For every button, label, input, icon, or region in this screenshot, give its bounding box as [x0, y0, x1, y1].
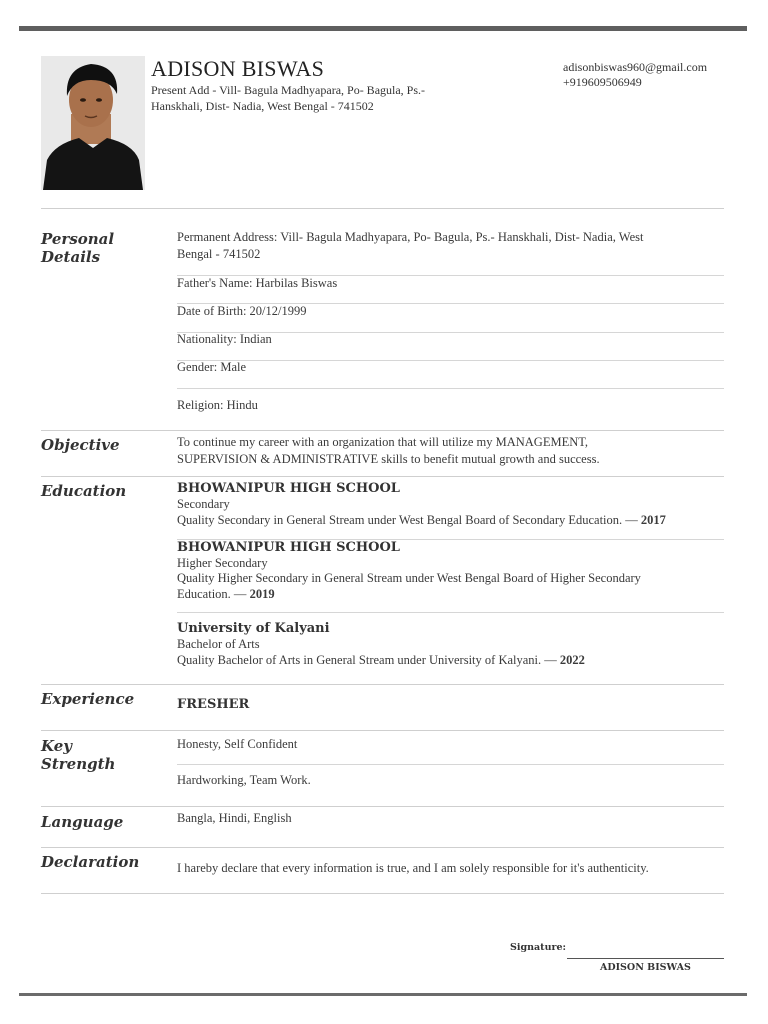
- profile-photo-image: [41, 56, 145, 190]
- candidate-name: ADISON BISWAS: [151, 56, 325, 81]
- sub-divider: [177, 360, 724, 361]
- experience-value: FRESHER: [177, 697, 250, 712]
- education-level: Bachelor of Arts: [177, 637, 260, 651]
- objective-line2: SUPERVISION & ADMINISTRATIVE skills to benefit mutual growth and success.: [177, 452, 600, 466]
- education-desc-text: Education. —: [177, 586, 250, 601]
- education-level: Secondary: [177, 497, 230, 511]
- experience-heading: Experience: [41, 690, 135, 708]
- signature-name: ADISON BISWAS: [600, 962, 691, 973]
- school-name: University of Kalyani: [177, 621, 330, 636]
- declaration-text: I hareby declare that every information is true, and I am solely responsible for it's authenticity.: [177, 861, 649, 875]
- divider: [41, 476, 724, 477]
- education-year: 2017: [640, 513, 666, 527]
- permanent-address-line1: Permanent Address: Vill- Bagula Madhyapara, Po- Bagula, Ps.- Hanskhali, Dist- Nadia, West: [177, 230, 644, 244]
- education-year: 2022: [559, 653, 585, 667]
- gender: Gender: Male: [177, 360, 247, 374]
- permanent-address-line2: Bengal - 741502: [177, 247, 261, 261]
- top-border-bar: [19, 26, 747, 31]
- nationality: Nationality: Indian: [177, 332, 272, 346]
- contact-block: [563, 60, 707, 90]
- divider: [41, 893, 724, 894]
- present-address-line1: Present Add - Vill- Bagula Madhyapara, Po- Bagula, Ps.-: [151, 83, 426, 97]
- divider: [41, 806, 724, 807]
- divider: [41, 730, 724, 731]
- divider: [41, 208, 724, 209]
- bottom-border-bar: [19, 993, 747, 996]
- profile-photo: [41, 56, 145, 190]
- declaration-heading: Declaration: [41, 853, 140, 871]
- education-desc-line1: Quality Higher Secondary in General Stream under West Bengal Board of Higher Secondary: [177, 571, 641, 585]
- language-heading: Language: [41, 813, 124, 831]
- divider: [41, 684, 724, 685]
- key-strength-label-line1: Key: [41, 737, 72, 755]
- divider: [41, 847, 724, 848]
- phone: +919609506949: [563, 75, 642, 89]
- education-description: [177, 513, 666, 529]
- signature-line: [567, 958, 724, 959]
- divider: [41, 430, 724, 431]
- objective-heading: Objective: [41, 436, 120, 454]
- objective-line1: To continue my career with an organization that will utilize my MANAGEMENT,: [177, 435, 589, 449]
- education-desc-text: Quality Secondary in General Stream under West Bengal Board of Secondary Education. —: [177, 513, 641, 527]
- fathers-name: Father's Name: Harbilas Biswas: [177, 276, 338, 290]
- present-address: [151, 83, 481, 114]
- education-heading: Education: [41, 482, 127, 500]
- personal-label-line1: Personal: [41, 230, 115, 248]
- key-strength-label-line2: Strength: [41, 755, 116, 773]
- objective-text: [177, 434, 600, 468]
- school-name: BHOWANIPUR HIGH SCHOOL: [177, 481, 400, 496]
- sub-divider: [177, 388, 724, 389]
- education-description: [177, 571, 641, 602]
- language-value: Bangla, Hindi, English: [177, 811, 292, 825]
- signature-label: Signature:: [510, 942, 567, 953]
- date-of-birth: Date of Birth: 20/12/1999: [177, 304, 307, 318]
- permanent-address: [177, 229, 643, 263]
- strength-item: Hardworking, Team Work.: [177, 773, 311, 787]
- email[interactable]: adisonbiswas960@gmail.com: [563, 60, 708, 74]
- sub-divider: [177, 764, 724, 765]
- sub-divider: [177, 612, 724, 613]
- present-address-line2: Hanskhali, Dist- Nadia, West Bengal - 741502: [151, 98, 374, 113]
- personal-details-heading: [41, 230, 114, 266]
- education-level: Higher Secondary: [177, 556, 268, 570]
- education-desc-line2: [177, 587, 641, 603]
- education-desc-text: Quality Bachelor of Arts in General Stream under University of Kalyani. —: [177, 653, 560, 667]
- education-year: 2019: [249, 586, 275, 601]
- school-name: BHOWANIPUR HIGH SCHOOL: [177, 540, 400, 555]
- education-description: [177, 653, 585, 669]
- strength-item: Honesty, Self Confident: [177, 737, 298, 751]
- personal-label-line2: Details: [41, 248, 101, 266]
- religion: Religion: Hindu: [177, 398, 258, 412]
- key-strength-heading: [41, 737, 115, 773]
